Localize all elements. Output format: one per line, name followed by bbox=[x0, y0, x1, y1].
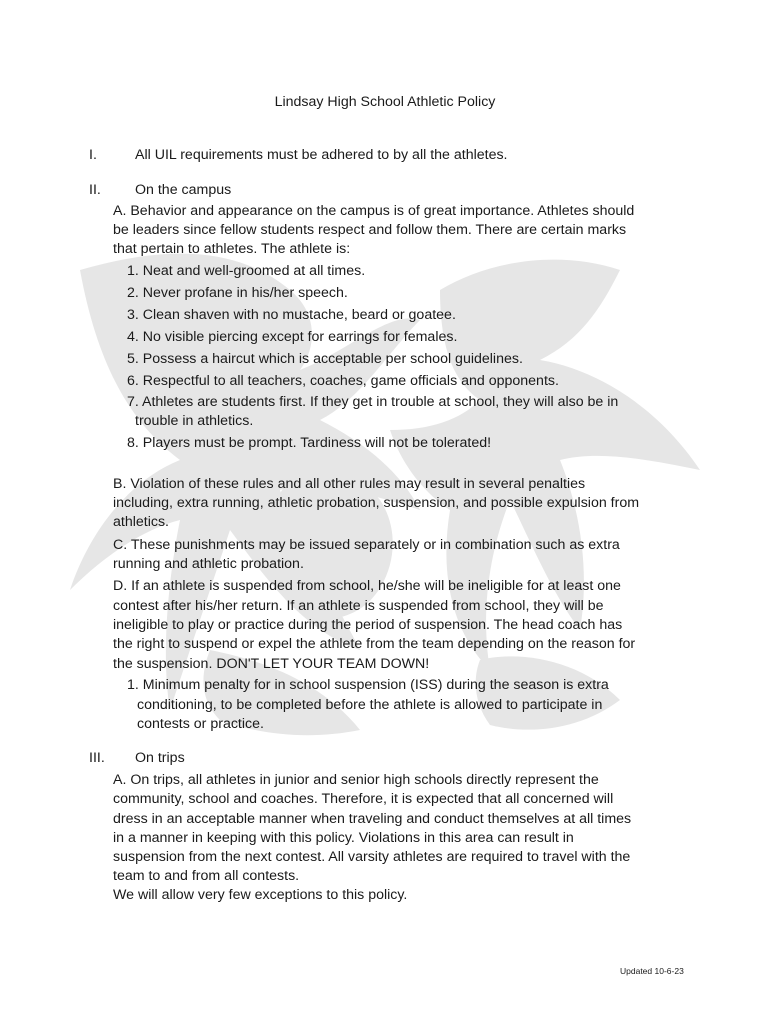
paragraph-line: the right to suspend or expel the athlete from the team depending on the reason for bbox=[113, 636, 636, 652]
paragraph-line: running and athletic probation. bbox=[113, 556, 304, 572]
paragraph-line: contest after his/her return. If an athlete is suspended from school, they will be bbox=[113, 598, 604, 614]
list-item: 3. Clean shaven with no mustache, beard or goatee. bbox=[127, 307, 456, 323]
sub-list-item: 1. Minimum penalty for in school suspension (ISS) during the season is extra bbox=[127, 677, 609, 693]
section-3-numeral: III. bbox=[89, 750, 105, 766]
updated-date-footer: Updated 10-6-23 bbox=[620, 966, 684, 976]
paragraph-line: B. Violation of these rules and all other rules may result in several penalties bbox=[113, 476, 586, 492]
list-item: 4. No visible piercing except for earrings for females. bbox=[127, 329, 458, 345]
section-2-heading: On the campus bbox=[135, 182, 232, 198]
list-item: 2. Never profane in his/her speech. bbox=[127, 285, 348, 301]
paragraph-line: that pertain to athletes. The athlete is: bbox=[113, 241, 351, 257]
paragraph-line: We will allow very few exceptions to this policy. bbox=[113, 887, 408, 903]
paragraph-line: be leaders since fellow students respect and follow them. There are certain marks bbox=[113, 222, 627, 238]
list-item: 5. Possess a haircut which is acceptable per school guidelines. bbox=[127, 351, 523, 367]
sub-list-item-continuation: conditioning, to be completed before the athlete is allowed to participate in bbox=[137, 697, 603, 713]
section-2-numeral: II. bbox=[89, 182, 101, 198]
paragraph-line: A. Behavior and appearance on the campus is of great importance. Athletes should bbox=[113, 203, 635, 219]
page-title: Lindsay High School Athletic Policy bbox=[274, 94, 496, 110]
section-1-numeral: I. bbox=[89, 147, 97, 163]
list-item: 1. Neat and well-groomed at all times. bbox=[127, 263, 366, 279]
list-item: 8. Players must be prompt. Tardiness will not be tolerated! bbox=[127, 435, 492, 451]
paragraph-line: suspension from the next contest. All varsity athletes are required to travel with the bbox=[113, 849, 631, 865]
paragraph-line: athletics. bbox=[113, 514, 169, 530]
list-item-continuation: trouble in athletics. bbox=[135, 413, 254, 429]
paragraph-line: including, extra running, athletic probation, suspension, and possible expulsion from bbox=[113, 495, 640, 511]
paragraph-line: team to and from all contests. bbox=[113, 868, 300, 884]
section-3-heading: On trips bbox=[135, 750, 185, 766]
section-1-heading: All UIL requirements must be adhered to by all the athletes. bbox=[135, 147, 508, 163]
sub-list-item-continuation: contests or practice. bbox=[137, 716, 264, 732]
list-item: 7. Athletes are students first. If they get in trouble at school, they will also be in bbox=[127, 394, 619, 410]
list-item: 6. Respectful to all teachers, coaches, game officials and opponents. bbox=[127, 373, 559, 389]
paragraph-line: in a manner in keeping with this policy. Violations in this area can result in bbox=[113, 830, 574, 846]
paragraph-line: ineligible to play or practice during the period of suspension. The head coach has bbox=[113, 617, 623, 633]
paragraph-line: A. On trips, all athletes in junior and senior high schools directly represent the bbox=[113, 772, 599, 788]
paragraph-line: dress in an acceptable manner when traveling and conduct themselves at all times bbox=[113, 811, 632, 827]
paragraph-line: D. If an athlete is suspended from school, he/she will be ineligible for at least one bbox=[113, 578, 621, 594]
paragraph-line: C. These punishments may be issued separately or in combination such as extra bbox=[113, 537, 620, 553]
paragraph-line: the suspension. DON'T LET YOUR TEAM DOWN! bbox=[113, 656, 430, 672]
paragraph-line: community, school and coaches. Therefore, it is expected that all concerned will bbox=[113, 791, 614, 807]
